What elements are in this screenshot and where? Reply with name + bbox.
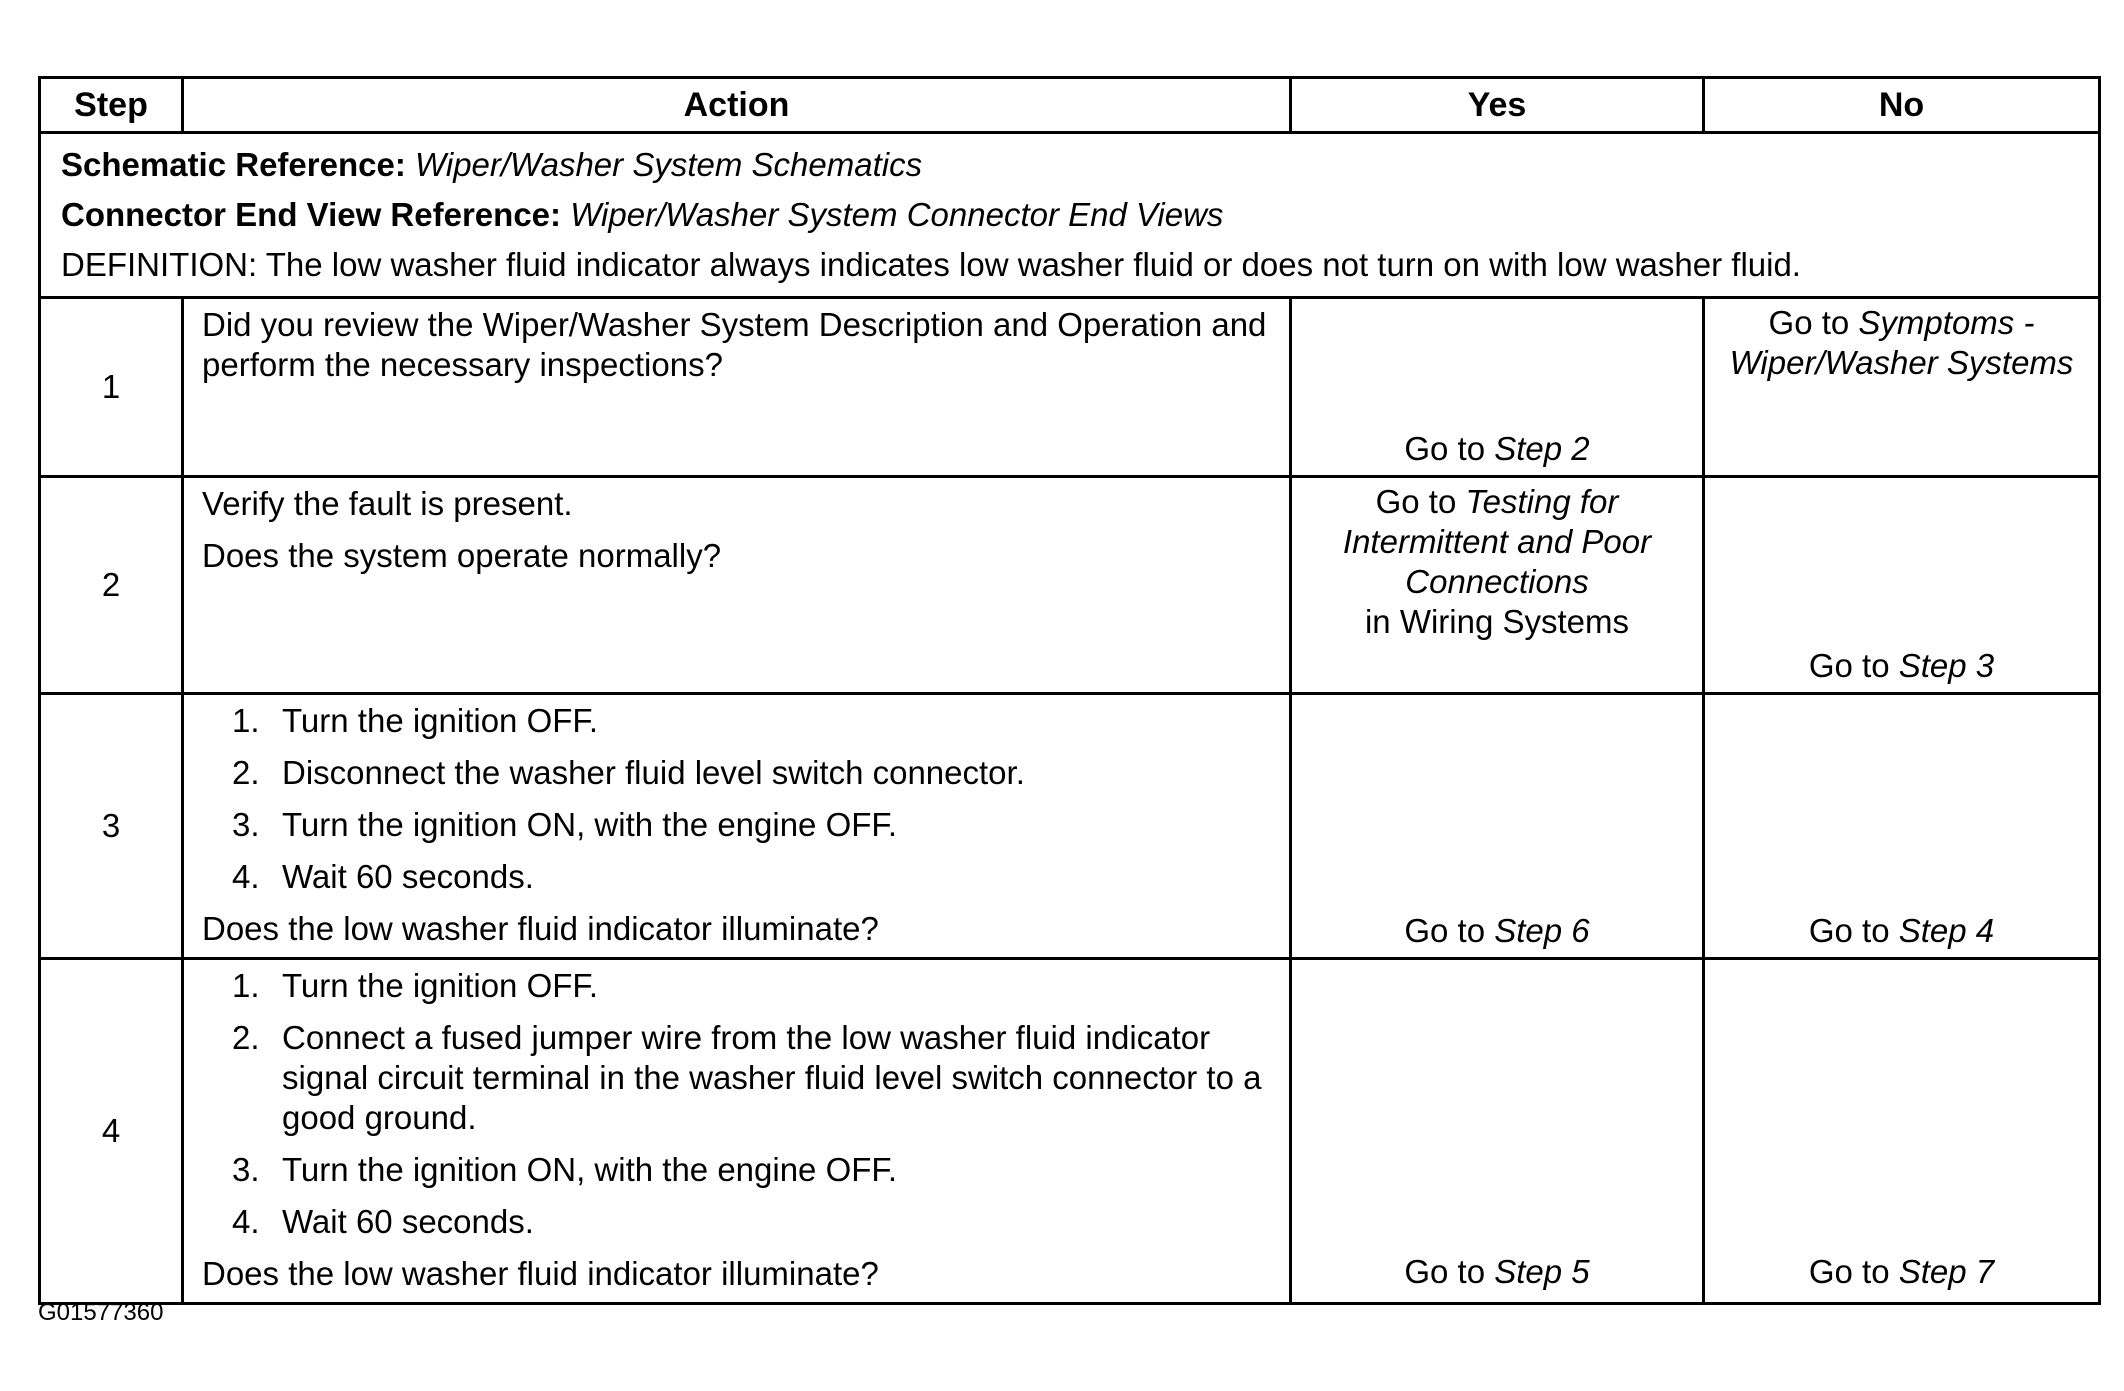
step-row-4 — [40, 959, 2100, 1304]
substep-text: Turn the ignition ON, with the engine OFF. — [282, 806, 898, 843]
yes-link[interactable]: Step 6 — [1494, 912, 1590, 949]
substep-item — [202, 1150, 1271, 1190]
schematic-reference-link[interactable]: Wiper/Washer System Schematics — [415, 146, 923, 183]
substep-item — [202, 857, 1271, 897]
no-link[interactable]: Symptoms - Wiper/Washer Systems — [1729, 304, 2074, 381]
substep-number: 1. — [232, 967, 260, 1004]
step-row-2 — [40, 477, 2100, 694]
header-action: Action — [183, 78, 1291, 133]
substep-text: Turn the ignition OFF. — [282, 702, 599, 739]
substep-number: 4. — [232, 858, 260, 895]
no-link[interactable]: Step 3 — [1898, 647, 1995, 684]
yes-link[interactable]: Testing for Intermittent and Poor Connections — [1342, 483, 1652, 600]
schematic-reference-label: Schematic Reference: — [61, 146, 406, 183]
action-cell — [183, 694, 1291, 959]
step-number: 3 — [40, 694, 183, 959]
action-question: Does the system operate normally? — [202, 537, 722, 574]
yes-prefix: Go to — [1404, 430, 1495, 467]
yes-link[interactable]: Step 2 — [1494, 430, 1590, 467]
substep-item — [202, 1018, 1271, 1138]
action-cell — [183, 477, 1291, 694]
action-line: Verify the fault is present. — [202, 485, 573, 522]
diagnostic-table — [38, 76, 2101, 1305]
substep-number: 4. — [232, 1203, 260, 1240]
connector-reference — [61, 190, 2078, 240]
step-number: 1 — [40, 298, 183, 477]
definition-text: DEFINITION: The low washer fluid indicator always indicates low washer fluid or does not turn on with low washer fluid. — [61, 246, 1801, 283]
yes-cell — [1291, 694, 1704, 959]
no-result — [1715, 303, 2088, 383]
action-cell — [183, 959, 1291, 1304]
no-result — [1715, 1252, 2088, 1292]
schematic-reference — [61, 140, 2078, 190]
no-prefix: Go to — [1808, 1253, 1899, 1290]
substep-number: 2. — [232, 1019, 260, 1056]
yes-cell — [1291, 959, 1704, 1304]
header-row — [40, 78, 2100, 133]
no-link[interactable]: Step 4 — [1898, 912, 1995, 949]
header-step: Step — [40, 78, 183, 133]
substep-text: Disconnect the washer fluid level switch connector. — [282, 754, 1025, 791]
yes-cell — [1291, 298, 1704, 477]
yes-suffix: in Wiring Systems — [1364, 603, 1630, 640]
no-result — [1715, 911, 2088, 951]
yes-prefix: Go to — [1404, 1253, 1495, 1290]
no-cell — [1704, 477, 2100, 694]
substep-item — [202, 805, 1271, 845]
header-no: No — [1704, 78, 2100, 133]
yes-prefix: Go to — [1375, 483, 1466, 520]
yes-cell — [1291, 477, 1704, 694]
action-question: Does the low washer fluid indicator illuminate? — [202, 910, 879, 947]
no-cell — [1704, 959, 2100, 1304]
yes-prefix: Go to — [1404, 912, 1495, 949]
action-cell — [183, 298, 1291, 477]
connector-reference-label: Connector End View Reference: — [61, 196, 562, 233]
substep-text: Wait 60 seconds. — [282, 1203, 534, 1240]
no-cell — [1704, 298, 2100, 477]
substep-item — [202, 966, 1271, 1006]
no-cell — [1704, 694, 2100, 959]
yes-result — [1302, 1252, 1692, 1292]
substep-list — [202, 966, 1271, 1242]
no-prefix: Go to — [1768, 304, 1859, 341]
substep-number: 1. — [232, 702, 260, 739]
connector-reference-link[interactable]: Wiper/Washer System Connector End Views — [570, 196, 1224, 233]
reference-cell — [40, 133, 2100, 298]
step-row-3 — [40, 694, 2100, 959]
step-number: 4 — [40, 959, 183, 1304]
yes-result — [1302, 911, 1692, 951]
substep-number: 3. — [232, 1151, 260, 1188]
yes-link[interactable]: Step 5 — [1494, 1253, 1590, 1290]
step-number: 2 — [40, 477, 183, 694]
substep-text: Turn the ignition ON, with the engine OFF. — [282, 1151, 898, 1188]
substep-number: 2. — [232, 754, 260, 791]
yes-result — [1302, 429, 1692, 469]
yes-result — [1302, 482, 1692, 642]
no-prefix: Go to — [1808, 912, 1899, 949]
substep-text: Turn the ignition OFF. — [282, 967, 599, 1004]
figure-code: G01577360 — [38, 1299, 164, 1326]
substep-item — [202, 753, 1271, 793]
substep-text: Connect a fused jumper wire from the low washer fluid indicator signal circuit terminal in the washer fluid level switch connector to a good ground. — [282, 1019, 1262, 1136]
reference-row — [40, 133, 2100, 298]
no-prefix: Go to — [1808, 647, 1899, 684]
substep-number: 3. — [232, 806, 260, 843]
substep-list — [202, 701, 1271, 897]
substep-item — [202, 1202, 1271, 1242]
substep-text: Wait 60 seconds. — [282, 858, 534, 895]
substep-item — [202, 701, 1271, 741]
header-yes: Yes — [1291, 78, 1704, 133]
action-question: Does the low washer fluid indicator illuminate? — [202, 1255, 879, 1292]
no-result — [1715, 646, 2088, 686]
no-link[interactable]: Step 7 — [1898, 1253, 1995, 1290]
action-text: Did you review the Wiper/Washer System Description and Operation and perform the necessary inspections? — [202, 306, 1267, 383]
step-row-1 — [40, 298, 2100, 477]
